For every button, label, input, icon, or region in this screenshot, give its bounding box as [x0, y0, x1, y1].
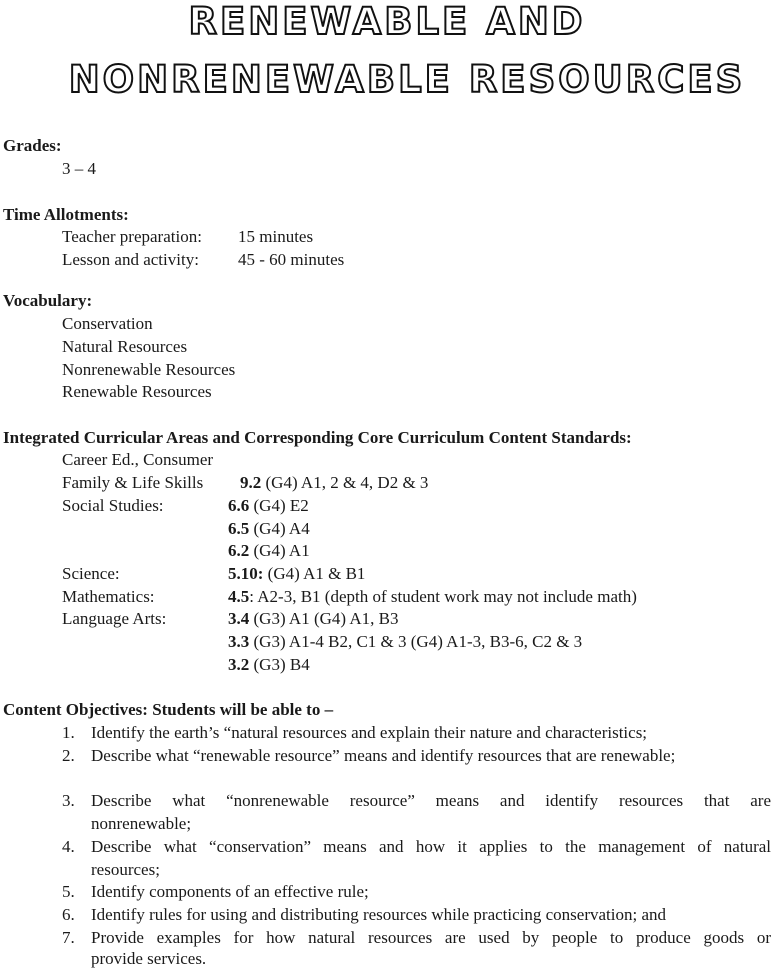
objective-number: 1. — [62, 723, 75, 742]
subject-science: Science: — [62, 564, 120, 583]
standards-heading: Integrated Curricular Areas and Corresponding Core Curriculum Content Standards: — [3, 428, 632, 447]
standard-row: 9.2 (G4) A1, 2 & 4, D2 & 3 — [240, 473, 429, 492]
objective-text: Describe what “nonrenewable resource” means and identify resources that are — [91, 791, 771, 810]
objective-number: 4. — [62, 837, 75, 856]
vocabulary-heading: Vocabulary: — [3, 291, 93, 310]
vocabulary-item: Renewable Resources — [62, 382, 212, 401]
objective-text: Identify the earth’s “natural resources and explain their nature and characteristics; — [91, 723, 648, 742]
subject-language-arts: Language Arts: — [62, 609, 167, 628]
standard-row: 5.10: (G4) A1 & B1 — [228, 564, 366, 583]
objective-text-cont: nonrenewable; — [91, 814, 192, 833]
objective-number: 7. — [62, 928, 75, 947]
objective-number: 3. — [62, 791, 75, 810]
standard-row: 3.4 (G3) A1 (G4) A1, B3 — [228, 609, 399, 628]
time-label-prep: Teacher preparation: — [62, 227, 202, 246]
vocabulary-item: Conservation — [62, 314, 153, 333]
standard-row: 6.6 (G4) E2 — [228, 496, 309, 515]
vocabulary-item: Natural Resources — [62, 337, 188, 356]
objective-number: 2. — [62, 746, 75, 765]
objective-text: Provide examples for how natural resources are used by people to produce goods or — [91, 928, 771, 947]
subject-social-studies: Social Studies: — [62, 496, 164, 515]
standard-row: 3.2 (G3) B4 — [228, 655, 310, 674]
objective-text-cont: resources; — [91, 860, 160, 879]
time-value-lesson: 45 - 60 minutes — [238, 250, 345, 269]
objectives-heading: Content Objectives: Students will be able to – — [3, 700, 334, 719]
objective-text: Identify rules for using and distributing resources while practicing conservation; and — [91, 905, 667, 924]
standard-row: 3.3 (G3) A1-4 B2, C1 & 3 (G4) A1-3, B3-6, C2 & 3 — [228, 632, 583, 651]
standard-row: 6.5 (G4) A4 — [228, 519, 310, 538]
objective-text-cont: provide services. — [91, 949, 207, 968]
page-title-line-2: NONRENEWABLE RESOURCES — [68, 58, 746, 101]
subject-career: Career Ed., Consumer — [62, 450, 214, 469]
time-value-prep: 15 minutes — [238, 227, 314, 246]
objective-text: Identify components of an effective rule; — [91, 882, 369, 901]
time-heading: Time Allotments: — [3, 205, 129, 224]
page-title-line-1: RENEWABLE AND — [188, 0, 586, 43]
objective-number: 5. — [62, 882, 75, 901]
grades-value: 3 – 4 — [62, 159, 96, 178]
grades-heading: Grades: — [3, 136, 62, 155]
time-label-lesson: Lesson and activity: — [62, 250, 199, 269]
subject-family: Family & Life Skills — [62, 473, 204, 492]
objective-text: Describe what “conservation” means and how it applies to the management of natural — [91, 837, 771, 856]
standard-row: 4.5: A2-3, B1 (depth of student work may not include math) — [228, 587, 637, 606]
standard-row: 6.2 (G4) A1 — [228, 541, 310, 560]
vocabulary-item: Nonrenewable Resources — [62, 360, 236, 379]
objective-number: 6. — [62, 905, 75, 924]
subject-mathematics: Mathematics: — [62, 587, 155, 606]
objective-text: Describe what “renewable resource” means and identify resources that are renewable; — [91, 746, 676, 765]
